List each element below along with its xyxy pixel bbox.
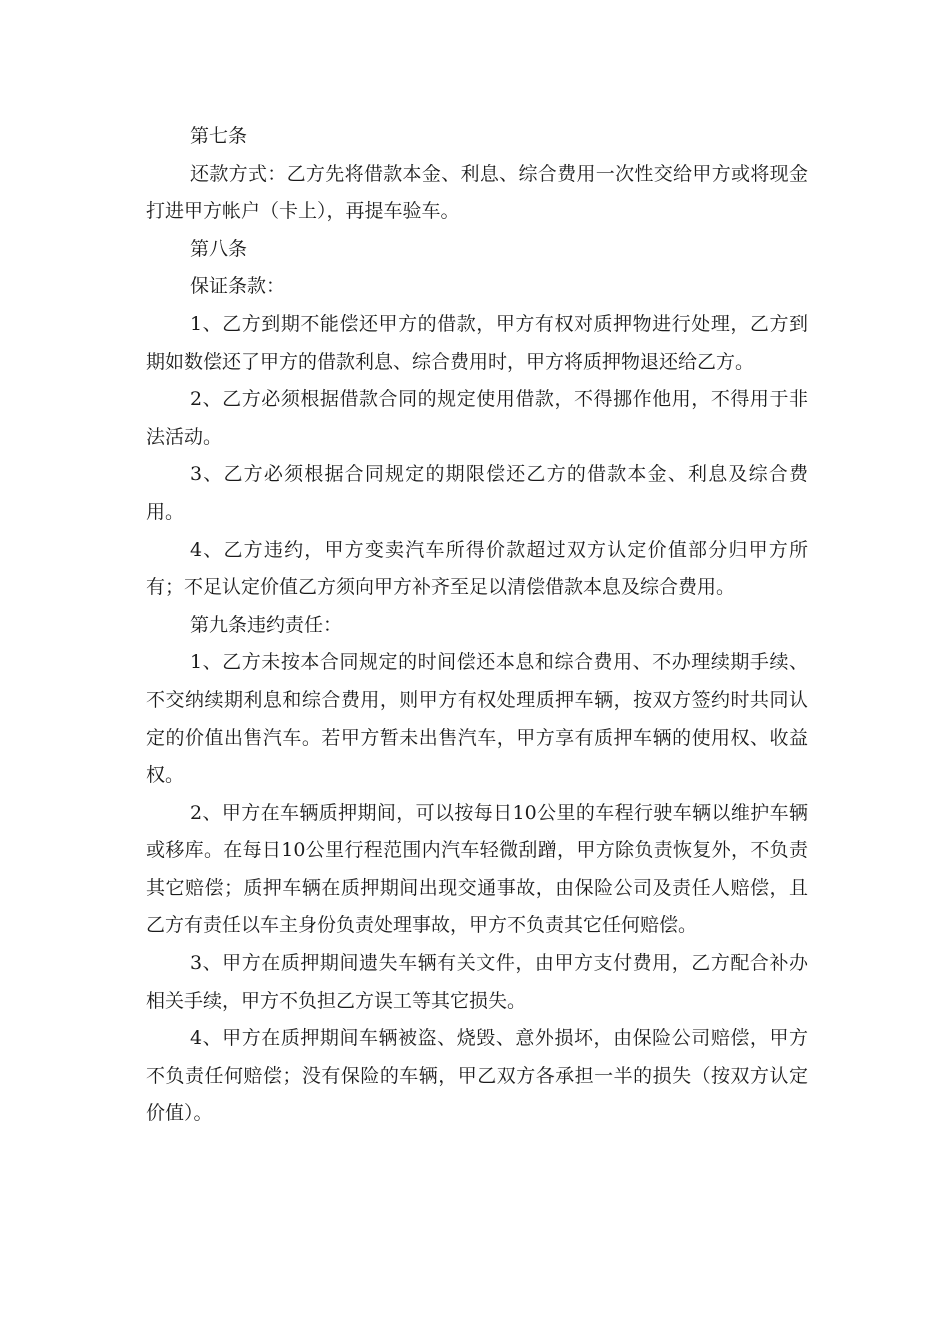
article-8-heading: 第八条	[190, 237, 248, 260]
guarantee-clause-4: 4、乙方违约，甲方变卖汽车所得价款超过双方认定价值部分归甲方所有；不足认定价值乙方须向甲方补齐至足以清偿借款本息及综合费用。	[146, 538, 808, 599]
guarantee-clause-3: 3、乙方必须根据合同规定的期限偿还乙方的借款本金、利息及综合费用。	[146, 463, 808, 523]
article-9-heading: 第九条违约责任：	[190, 613, 343, 636]
guarantee-clause-1: 1、乙方到期不能偿还甲方的借款，甲方有权对质押物进行处理，乙方到期如数偿还了甲方的借款利息、综合费用时，甲方将质押物退还给乙方。	[146, 312, 808, 373]
liability-clause-1: 1、乙方未按本合同规定的时间偿还本息和综合费用、不办理续期手续、不交纳续期利息和综合费用，则甲方有权处理质押车辆，按双方签约时共同认定的价值出售汽车。若甲方暂未出售汽车，甲方享有质押车辆的使用权、收益权。	[146, 651, 808, 787]
liability-clause-2: 2、甲方在车辆质押期间，可以按每日10公里的车程行驶车辆以维护车辆或移库。在每日10公里行程范围内汽车轻微刮蹭，甲方除负责恢复外，不负责其它赔偿；质押车辆在质押期间出现交通事故，由保险公司及责任人赔偿，且乙方有责任以车主身份负责处理事故，甲方不负责其它任何赔偿。	[146, 801, 808, 937]
liability-clause-3: 3、甲方在质押期间遗失车辆有关文件，由甲方支付费用，乙方配合补办相关手续，甲方不负担乙方误工等其它损失。	[146, 952, 808, 1012]
repayment-method-paragraph: 还款方式：乙方先将借款本金、利息、综合费用一次性交给甲方或将现金打进甲方帐户（卡上），再提车验车。	[146, 162, 808, 223]
liability-clause-4: 4、甲方在质押期间车辆被盗、烧毁、意外损坏，由保险公司赔偿，甲方不负责任何赔偿；没有保险的车辆，甲乙双方各承担一半的损失（按双方认定价值）。	[146, 1027, 808, 1125]
guarantee-clause-2: 2、乙方必须根据借款合同的规定使用借款，不得挪作他用，不得用于非法活动。	[146, 388, 808, 448]
guarantee-terms-heading: 保证条款：	[190, 275, 286, 298]
article-7-heading: 第七条	[190, 125, 248, 147]
document-page	[146, 118, 808, 1133]
